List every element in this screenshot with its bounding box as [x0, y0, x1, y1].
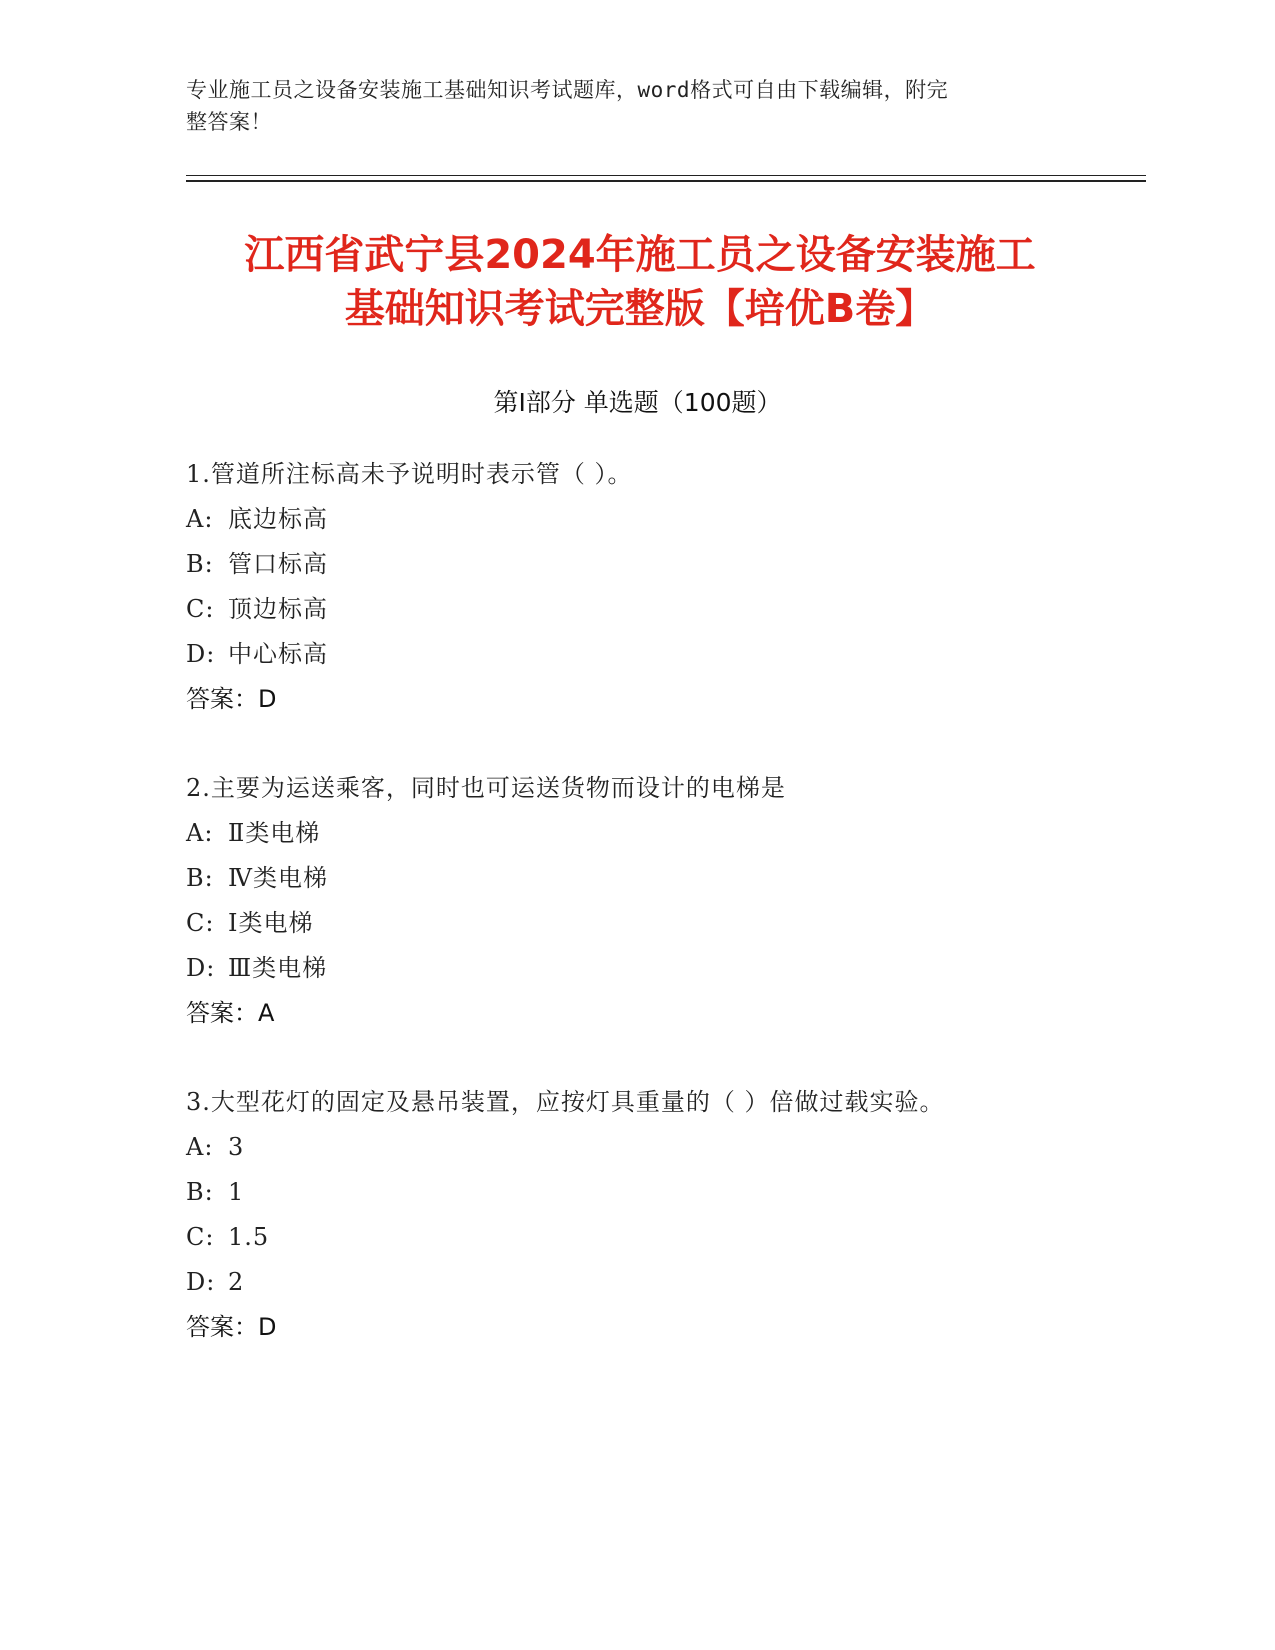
- question-stem: 2.主要为运送乘客，同时也可运送货物而设计的电梯是: [186, 774, 786, 802]
- header-note-line-1: 专业施工员之设备安装施工基础知识考试题库，word格式可自由下载编辑，附完: [186, 78, 949, 102]
- option-text: 3: [228, 1133, 245, 1161]
- option-c: [186, 1215, 1136, 1260]
- option-b: [186, 856, 1136, 901]
- option-c: [186, 901, 1136, 946]
- question-stem: 1.管道所注标高未予说明时表示管（ ）。: [186, 460, 633, 488]
- answer: 答案：D: [186, 685, 277, 713]
- option-key: C:: [186, 1223, 215, 1251]
- option-key: C:: [186, 595, 215, 623]
- document-title: [150, 228, 1130, 336]
- option-b: [186, 542, 1136, 587]
- option-text: 顶边标高: [228, 595, 328, 623]
- option-key: D:: [186, 1268, 216, 1296]
- header-divider-thin: [186, 175, 1146, 176]
- question-1: [186, 452, 1136, 722]
- option-key: A:: [186, 505, 214, 533]
- section-title: 第Ⅰ部分 单选题（100题）: [493, 388, 782, 417]
- header-divider-thick: [186, 180, 1146, 182]
- option-key: A:: [186, 819, 214, 847]
- document-title-line-2: 基础知识考试完整版【培优B卷】: [344, 286, 936, 332]
- option-key: D:: [186, 640, 216, 668]
- option-d: [186, 946, 1136, 991]
- option-text: 1.5: [228, 1223, 270, 1251]
- option-a: [186, 811, 1136, 856]
- option-text: 1: [228, 1178, 245, 1206]
- option-text: 底边标高: [228, 505, 328, 533]
- answer: 答案：D: [186, 1313, 277, 1341]
- option-b: [186, 1170, 1136, 1215]
- header-note-line-2: 整答案！: [186, 110, 272, 134]
- option-text: 中心标高: [228, 640, 328, 668]
- option-d: [186, 632, 1136, 677]
- option-text: 2: [228, 1268, 245, 1296]
- question-2: [186, 766, 1136, 1036]
- option-text: Ⅱ类电梯: [228, 819, 321, 847]
- option-key: C:: [186, 909, 215, 937]
- question-3: [186, 1080, 1136, 1350]
- answer: 答案：A: [186, 999, 275, 1027]
- option-text: 管口标高: [228, 550, 328, 578]
- option-c: [186, 587, 1136, 632]
- option-key: B:: [186, 864, 214, 892]
- option-d: [186, 1260, 1136, 1305]
- option-text: Ⅰ类电梯: [228, 909, 314, 937]
- option-key: D:: [186, 954, 216, 982]
- header-note: [186, 74, 1066, 138]
- question-stem: 3.大型花灯的固定及悬吊装置，应按灯具重量的（ ）倍做过载实验。: [186, 1088, 945, 1116]
- document-title-line-1: 江西省武宁县2024年施工员之设备安装施工: [244, 232, 1036, 278]
- option-text: Ⅲ类电梯: [228, 954, 328, 982]
- option-key: A:: [186, 1133, 214, 1161]
- option-a: [186, 1125, 1136, 1170]
- option-a: [186, 497, 1136, 542]
- option-key: B:: [186, 550, 214, 578]
- option-key: B:: [186, 1178, 214, 1206]
- option-text: Ⅳ类电梯: [228, 864, 328, 892]
